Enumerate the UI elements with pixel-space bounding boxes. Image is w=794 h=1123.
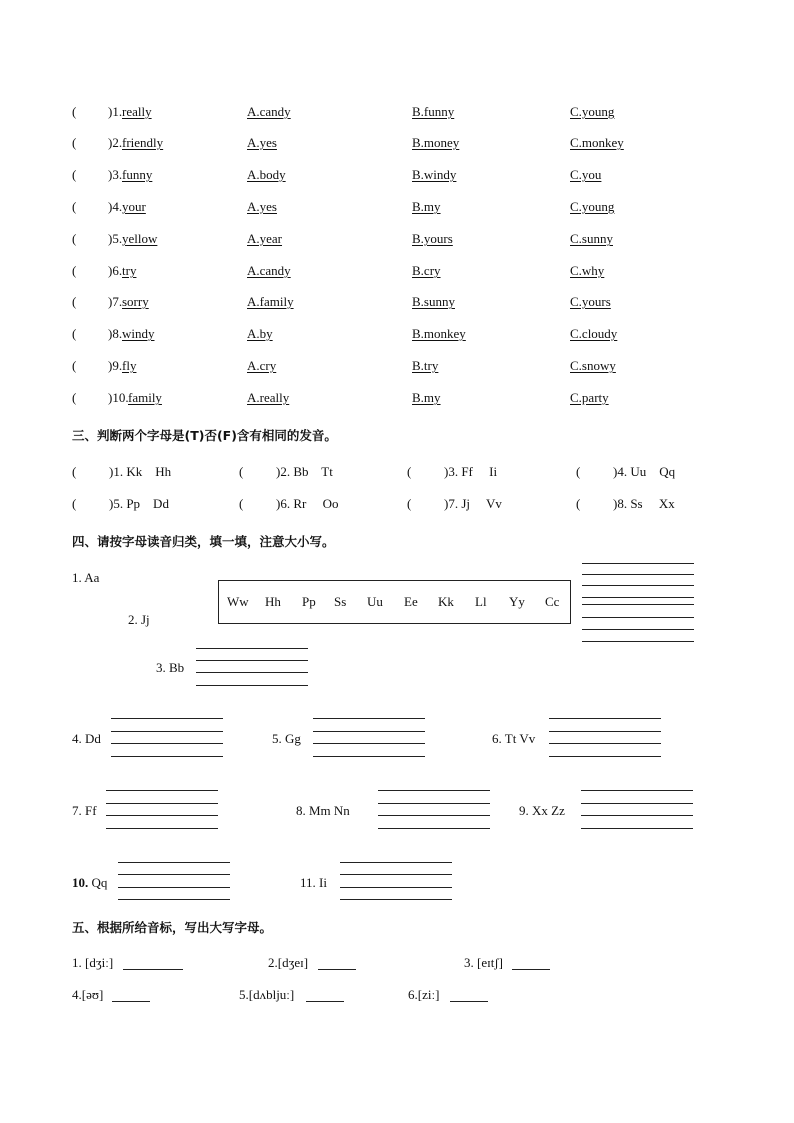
answer-line xyxy=(549,718,661,719)
answer-line xyxy=(340,899,452,900)
letter-pair: )8. Ss Xx xyxy=(613,496,675,511)
group-label-2: 2. Jj xyxy=(128,612,150,627)
question-word: really xyxy=(122,104,152,119)
option-c: C.sunny xyxy=(570,231,613,246)
answer-paren: ( xyxy=(72,464,77,479)
letter-bank-item: Yy xyxy=(509,594,525,609)
letter-bank-item: Ww xyxy=(227,594,249,609)
question-number: )8. xyxy=(108,326,123,341)
answer-line xyxy=(582,641,694,642)
question-word: your xyxy=(122,199,146,214)
letter-pair: )6. Rr Oo xyxy=(276,496,339,511)
answer-line xyxy=(581,803,693,804)
group-letters-10: Qq xyxy=(88,875,108,890)
answer-line xyxy=(340,862,452,863)
answer-line xyxy=(196,660,308,661)
answer-blank[interactable] xyxy=(450,1001,488,1002)
letter-pair: )1. Kk Hh xyxy=(109,464,172,479)
answer-line xyxy=(118,862,230,863)
option-b: B.windy xyxy=(412,167,457,182)
answer-line xyxy=(313,756,425,757)
answer-line xyxy=(582,574,694,575)
option-c: C.snowy xyxy=(570,358,616,373)
option-b: B.money xyxy=(412,135,460,150)
letter-bank-box xyxy=(218,580,571,624)
answer-line xyxy=(582,563,694,564)
answer-line xyxy=(106,815,218,816)
answer-paren: ( xyxy=(239,496,244,511)
option-c: C.yours xyxy=(570,294,611,309)
answer-line xyxy=(581,790,693,791)
letter-bank-item: Pp xyxy=(302,594,316,609)
letter-bank-item: Hh xyxy=(265,594,281,609)
question-number: )4. xyxy=(108,199,123,214)
section3-title: 三、判断两个字母是(T)否(F)含有相同的发音。 xyxy=(72,428,337,443)
answer-paren: ( xyxy=(72,326,77,341)
answer-paren: ( xyxy=(72,199,77,214)
answer-line xyxy=(378,828,490,829)
phonetic-label: 5.[dʌbljuː] xyxy=(239,987,295,1002)
option-b: B.monkey xyxy=(412,326,466,341)
answer-line xyxy=(106,828,218,829)
answer-line xyxy=(196,672,308,673)
answer-line xyxy=(111,756,223,757)
group-label-6: 6. Tt Vv xyxy=(492,731,536,746)
answer-line xyxy=(582,629,694,630)
answer-line xyxy=(118,874,230,875)
answer-line xyxy=(196,648,308,649)
answer-line xyxy=(118,899,230,900)
group-label-9: 9. Xx Zz xyxy=(519,803,565,818)
option-a: A.candy xyxy=(247,104,291,119)
answer-line xyxy=(378,803,490,804)
group-label-4: 4. Dd xyxy=(72,731,101,746)
phonetic-label: 6.[ziː] xyxy=(408,987,440,1002)
answer-blank[interactable] xyxy=(512,969,550,970)
option-a: A.body xyxy=(247,167,286,182)
question-word: friendly xyxy=(122,135,164,150)
letter-bank-item: Uu xyxy=(367,594,383,609)
answer-line xyxy=(340,887,452,888)
answer-line xyxy=(111,718,223,719)
option-a: A.yes xyxy=(247,135,277,150)
answer-line xyxy=(118,887,230,888)
option-c: C.cloudy xyxy=(570,326,618,341)
answer-line xyxy=(582,597,694,598)
question-number: )1. xyxy=(108,104,123,119)
answer-line xyxy=(582,604,694,605)
option-a: A.year xyxy=(247,231,283,246)
phonetic-label: 1. [dʒiː] xyxy=(72,955,114,970)
letter-bank-item: Ee xyxy=(404,594,418,609)
answer-paren: ( xyxy=(72,496,77,511)
answer-line xyxy=(549,756,661,757)
answer-line xyxy=(313,731,425,732)
question-number: )2. xyxy=(108,135,123,150)
answer-paren: ( xyxy=(72,358,77,373)
answer-paren: ( xyxy=(72,135,77,150)
answer-line xyxy=(111,743,223,744)
answer-paren: ( xyxy=(72,390,77,405)
option-b: B.yours xyxy=(412,231,453,246)
answer-paren: ( xyxy=(72,167,77,182)
question-number: )5. xyxy=(108,231,123,246)
answer-blank[interactable] xyxy=(318,969,356,970)
question-word: try xyxy=(122,263,137,278)
answer-line xyxy=(196,685,308,686)
option-a: A.really xyxy=(247,390,290,405)
answer-paren: ( xyxy=(72,263,77,278)
answer-line xyxy=(378,790,490,791)
group-label-10 xyxy=(72,875,107,891)
option-c: C.young xyxy=(570,199,615,214)
letter-bank-item: Ss xyxy=(334,594,347,609)
answer-paren: ( xyxy=(239,464,244,479)
option-b: B.my xyxy=(412,199,441,214)
question-number: )10. xyxy=(108,390,129,405)
answer-blank[interactable] xyxy=(306,1001,344,1002)
answer-line xyxy=(313,718,425,719)
answer-line xyxy=(581,828,693,829)
option-a: A.family xyxy=(247,294,294,309)
option-b: B.cry xyxy=(412,263,441,278)
group-number-10: 10. xyxy=(72,875,89,890)
section4-title: 四、请按字母读音归类，填一填，注意大小写。 xyxy=(72,534,335,549)
answer-paren: ( xyxy=(72,294,77,309)
option-b: B.funny xyxy=(412,104,455,119)
letter-pair: )3. Ff Ii xyxy=(444,464,498,479)
answer-line xyxy=(106,803,218,804)
answer-line xyxy=(340,874,452,875)
answer-paren: ( xyxy=(72,231,77,246)
answer-paren: ( xyxy=(407,464,412,479)
option-c: C.you xyxy=(570,167,602,182)
letter-pair: )2. Bb Tt xyxy=(276,464,333,479)
answer-paren: ( xyxy=(407,496,412,511)
phonetic-label: 2.[dʒeɪ] xyxy=(268,955,309,970)
question-number: )9. xyxy=(108,358,123,373)
option-a: A.by xyxy=(247,326,273,341)
group-label-11: 11. Ii xyxy=(300,875,327,890)
phonetic-label: 4.[əʊ] xyxy=(72,987,104,1002)
phonetic-label: 3. [eɪtʃ] xyxy=(464,955,503,970)
group-label-7: 7. Ff xyxy=(72,803,97,818)
answer-line xyxy=(549,743,661,744)
answer-line xyxy=(582,585,694,586)
answer-line xyxy=(106,790,218,791)
option-a: A.yes xyxy=(247,199,277,214)
option-c: C.why xyxy=(570,263,605,278)
group-label-1: 1. Aa xyxy=(72,570,100,585)
letter-pair: )5. Pp Dd xyxy=(109,496,169,511)
letter-pair: )4. Uu Qq xyxy=(613,464,676,479)
question-number: )3. xyxy=(108,167,123,182)
group-label-3: 3. Bb xyxy=(156,660,185,675)
answer-line xyxy=(549,731,661,732)
section5-title: 五、根据所给音标，写出大写字母。 xyxy=(72,920,273,935)
question-word: fly xyxy=(122,358,137,373)
option-c: C.monkey xyxy=(570,135,624,150)
answer-line xyxy=(581,815,693,816)
letter-bank-item: Ll xyxy=(475,594,487,609)
option-c: C.young xyxy=(570,104,615,119)
question-number: )6. xyxy=(108,263,123,278)
question-word: windy xyxy=(122,326,155,341)
answer-paren: ( xyxy=(72,104,77,119)
group-label-8: 8. Mm Nn xyxy=(296,803,350,818)
answer-paren: ( xyxy=(576,496,581,511)
letter-bank-item: Cc xyxy=(545,594,560,609)
answer-line xyxy=(313,743,425,744)
question-word: yellow xyxy=(122,231,158,246)
option-b: B.sunny xyxy=(412,294,455,309)
option-a: A.cry xyxy=(247,358,277,373)
answer-line xyxy=(378,815,490,816)
answer-line xyxy=(582,617,694,618)
group-label-5: 5. Gg xyxy=(272,731,301,746)
option-b: B.try xyxy=(412,358,439,373)
letter-bank-item: Kk xyxy=(438,594,454,609)
question-number: )7. xyxy=(108,294,123,309)
answer-line xyxy=(111,731,223,732)
option-b: B.my xyxy=(412,390,441,405)
question-word: sorry xyxy=(122,294,149,309)
letter-pair: )7. Jj Vv xyxy=(444,496,502,511)
option-c: C.party xyxy=(570,390,609,405)
question-word: funny xyxy=(122,167,153,182)
answer-blank[interactable] xyxy=(112,1001,150,1002)
question-word: family xyxy=(128,390,162,405)
option-a: A.candy xyxy=(247,263,291,278)
answer-paren: ( xyxy=(576,464,581,479)
answer-blank[interactable] xyxy=(123,969,183,970)
